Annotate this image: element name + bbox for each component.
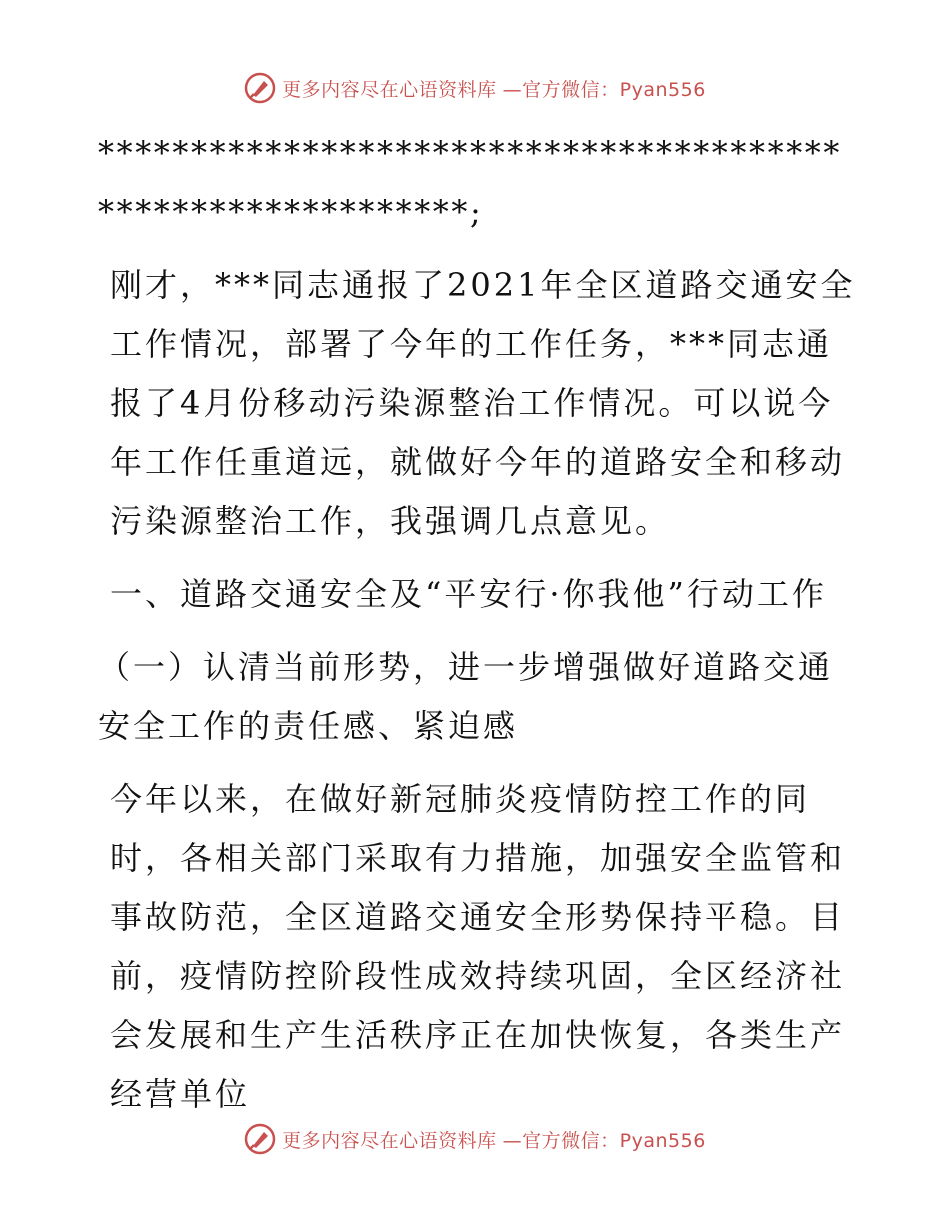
pen-nib-logo-icon [244,1123,276,1155]
watermark-text: 更多内容尽在心语资料库 [282,78,497,101]
pen-nib-logo-icon [244,72,276,104]
paragraph-body: 今年以来，在做好新冠肺炎疫情防控工作的同时，各相关部门采取有力措施，加强安全监管和事故防范，全区道路交通安全形势保持平稳。目前，疫情防控阶段性成效持续巩固，全区经济社会发展和生产生活秩序正在加快恢复，各类生产经营单位 [110,780,846,1113]
subsection-heading: （一）认清当前形势，进一步增强做好道路交通安全工作的责任感、紧迫感 [98,648,834,745]
watermark-contact: —官方微信：Pyan556 [502,1129,706,1152]
masked-text-line: ************************************************************; [98,134,842,231]
footer-watermark [0,1123,950,1155]
header-watermark [0,72,950,104]
section-heading: 一、道路交通安全及“平安行·你我他”行动工作 [110,575,827,613]
watermark-text: 更多内容尽在心语资料库 [282,1129,497,1152]
paragraph-intro: 刚才，***同志通报了2021年全区道路交通安全工作情况，部署了今年的工作任务，***同志通报了4月份移动污染源整治工作情况。可以说今年工作任重道远，就做好今年的道路安全和移动污染源整治工作，我强调几点意见。 [110,266,856,540]
watermark-contact: —官方微信：Pyan556 [502,78,706,101]
document-body [98,124,858,1138]
